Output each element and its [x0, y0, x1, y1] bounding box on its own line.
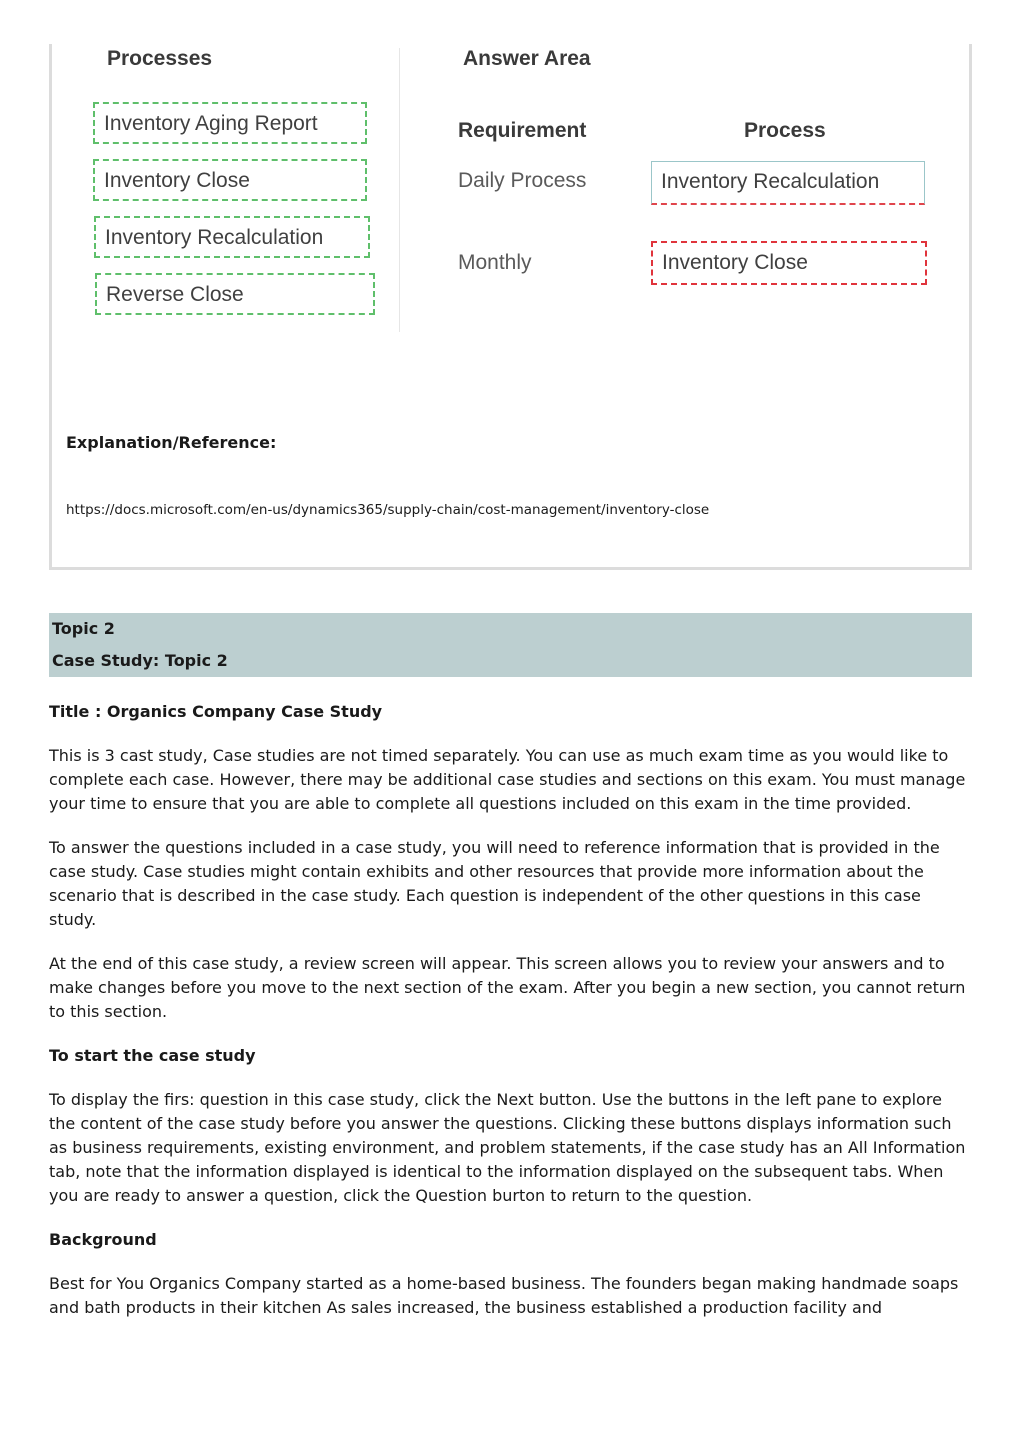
answer-box	[49, 44, 972, 570]
explanation-title: Explanation/Reference:	[66, 433, 277, 452]
background-heading: Background	[49, 1230, 157, 1249]
topic-banner	[49, 613, 972, 677]
answer-slot-monthly[interactable]: Inventory Close	[651, 241, 927, 285]
process-item-inventory-close[interactable]: Inventory Close	[93, 159, 367, 201]
requirement-daily: Daily Process	[458, 169, 587, 192]
processes-heading: Processes	[107, 47, 213, 70]
requirement-heading: Requirement	[458, 119, 587, 142]
drag-drop-figure	[52, 44, 975, 374]
start-heading: To start the case study	[49, 1046, 256, 1065]
requirement-monthly: Monthly	[458, 251, 532, 274]
intro-paragraph-1: This is 3 cast study, Case studies are not timed separately. You can use as much exam time as you would like to complete each case. However, there may be additional case studies and sections on this exam. You must manage your time to ensure that you are able to complete all questions included on this exam in the time provided.	[49, 746, 966, 813]
case-study-label: Case Study: Topic 2	[52, 651, 228, 670]
intro-paragraph-3: At the end of this case study, a review screen will appear. This screen allows you to review your answers and to make changes before you move to the next section of the exam. After you begin a new section, you cannot return to this section.	[49, 954, 966, 1021]
case-study-content	[49, 700, 969, 1340]
answer-area-heading: Answer Area	[463, 47, 591, 70]
start-paragraph: To display the firs: question in this case study, click the Next button. Use the buttons in the left pane to explore the content of the case study before you answer the questions. Clicking these buttons displays information such as business requirements, existing environment, and problem statements, if the case study has an All Information tab, note that the information displayed is identical to the information displayed on the subsequent tabs. When you are ready to answer a question, click the Question burton to return to the question.	[49, 1090, 966, 1205]
intro-paragraph-2: To answer the questions included in a case study, you will need to reference information that is provided in the case study. Case studies might contain exhibits and other resources that provide more information about the scenario that is described in the case study. Each question is independent of the other questions in this case study.	[49, 838, 940, 929]
topic-label: Topic 2	[52, 619, 115, 638]
process-item-inventory-aging-report[interactable]: Inventory Aging Report	[93, 102, 367, 144]
background-paragraph: Best for You Organics Company started as a home-based business. The founders began making handmade soaps and bath products in their kitchen As sales increased, the business established a production facility and	[49, 1274, 959, 1317]
process-heading: Process	[744, 119, 826, 142]
answer-slot-daily[interactable]: Inventory Recalculation	[651, 161, 925, 205]
process-item-inventory-recalculation[interactable]: Inventory Recalculation	[94, 216, 370, 258]
case-study-title: Title : Organics Company Case Study	[49, 702, 383, 721]
process-item-reverse-close[interactable]: Reverse Close	[95, 273, 375, 315]
figure-divider	[399, 48, 400, 332]
reference-link[interactable]: https://docs.microsoft.com/en-us/dynamics365/supply-chain/cost-management/inventory-close	[66, 502, 710, 518]
